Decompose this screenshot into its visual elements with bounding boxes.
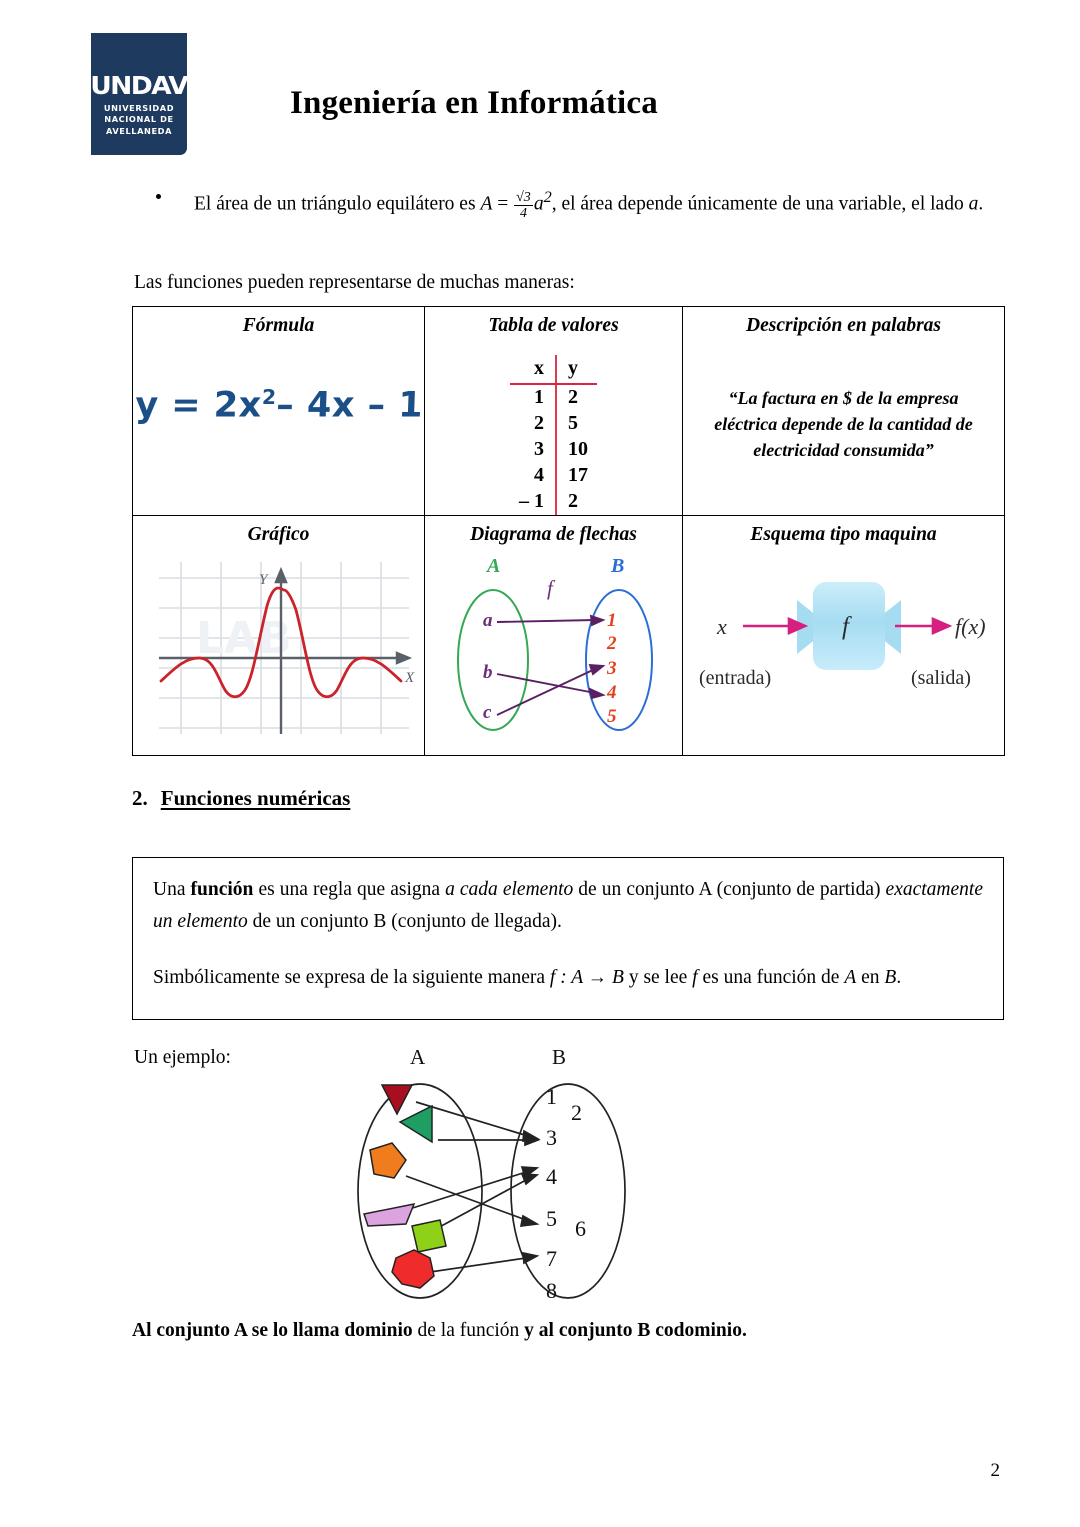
bullet-item-area-triangle bbox=[136, 183, 1016, 222]
section-number: 2. bbox=[132, 786, 148, 810]
values-cell-x: 3 bbox=[534, 438, 544, 460]
logo-subtitle-line-1: UNIVERSIDAD bbox=[103, 102, 175, 113]
example-label: Un ejemplo: bbox=[134, 1047, 231, 1068]
cell-description bbox=[683, 307, 1005, 516]
machine-input-label: (entrada) bbox=[699, 666, 772, 689]
shape-red-octagon bbox=[392, 1250, 434, 1288]
definition-paragraph-1 bbox=[153, 874, 983, 937]
def-p1-italic-exactamente: exactamente un elemento bbox=[153, 879, 983, 932]
set-a-ellipse bbox=[458, 590, 528, 730]
table-row-2 bbox=[133, 515, 1005, 755]
formula-expression bbox=[130, 341, 427, 511]
set-a-element-c: c bbox=[483, 701, 492, 723]
undav-logo bbox=[91, 33, 187, 155]
values-row bbox=[510, 411, 597, 437]
shape-green-triangle-left bbox=[400, 1106, 432, 1142]
cell-values-table bbox=[425, 307, 683, 516]
arrow-diagram-svg bbox=[435, 550, 685, 745]
intro-paragraph: Las funciones pueden representarse de muchas maneras: bbox=[134, 272, 575, 293]
arrow-a-to-1 bbox=[497, 620, 595, 622]
fraction-denominator: 4 bbox=[519, 204, 527, 221]
def-p2-e: . bbox=[896, 967, 902, 989]
arrow-violet-trapezoid-to-4 bbox=[400, 1172, 526, 1212]
section-title: Funciones numéricas bbox=[160, 786, 351, 810]
example-b-element-5: 5 bbox=[546, 1206, 557, 1231]
closing-statement bbox=[132, 1320, 747, 1342]
math-equals: = bbox=[492, 193, 514, 215]
def-p2-math-f: f bbox=[692, 967, 698, 989]
machine-output-symbol: f(x) bbox=[955, 613, 986, 639]
page-header bbox=[0, 0, 1080, 165]
set-b-element-4: 4 bbox=[607, 681, 617, 703]
logo-subtitle bbox=[104, 103, 174, 138]
values-cell-y: 2 bbox=[556, 489, 597, 515]
example-b-element-4: 4 bbox=[546, 1164, 557, 1189]
logo-subtitle-line-2: NACIONAL DE bbox=[104, 114, 174, 125]
example-b-element-8: 8 bbox=[546, 1278, 557, 1303]
example-b-element-6: 6 bbox=[575, 1216, 586, 1241]
shape-orange-pentagon bbox=[370, 1143, 406, 1178]
values-row bbox=[510, 463, 597, 489]
example-set-b-ellipse bbox=[511, 1084, 625, 1298]
def-p2-c: es una función de bbox=[697, 967, 845, 989]
shape-yellow-green-square bbox=[412, 1220, 446, 1252]
values-table bbox=[510, 355, 597, 515]
example-b-element-1: 1 bbox=[546, 1084, 557, 1109]
def-p1-c: de un conjunto A (conjunto de partida) bbox=[573, 879, 886, 900]
def-p1-italic-cada-elemento: a cada elemento bbox=[445, 879, 574, 900]
machine-box-label: f bbox=[842, 612, 849, 640]
values-header-row bbox=[510, 355, 597, 384]
values-cell-y: 10 bbox=[556, 437, 597, 463]
cell-header-machine: Esquema tipo maquina bbox=[750, 523, 937, 545]
graph-x-label: X bbox=[405, 669, 415, 686]
section-2-heading bbox=[132, 786, 350, 811]
machine-box bbox=[813, 582, 885, 670]
example-set-diagram bbox=[330, 1044, 690, 1306]
def-p2-b: y se lee bbox=[623, 967, 693, 989]
values-row bbox=[510, 384, 597, 411]
fraction-sqrt3-over-4 bbox=[514, 190, 533, 220]
example-set-b-label: B bbox=[552, 1045, 567, 1069]
set-b-label: B bbox=[611, 554, 625, 577]
logo-subtitle-line-3: AVELLANEDA bbox=[105, 125, 173, 136]
cell-graph bbox=[133, 515, 425, 755]
cell-arrow-diagram bbox=[425, 515, 683, 755]
graph-watermark: LAB bbox=[196, 612, 292, 664]
set-b-element-3: 3 bbox=[607, 657, 617, 679]
graph-svg bbox=[141, 548, 431, 748]
page-title: Ingeniería en Informática bbox=[290, 85, 658, 121]
values-col-x: x bbox=[510, 355, 556, 384]
cell-header-arrow-diagram: Diagrama de flechas bbox=[470, 523, 637, 545]
closing-bold-2: y al conjunto B codominio bbox=[524, 1320, 742, 1341]
def-p2-math-A: A bbox=[844, 967, 857, 989]
page-number: 2 bbox=[990, 1460, 1000, 1481]
set-a-element-b: b bbox=[483, 661, 493, 683]
set-b-element-2: 2 bbox=[607, 632, 617, 654]
def-p2-d: en bbox=[856, 967, 885, 989]
example-b-element-7: 7 bbox=[546, 1246, 557, 1271]
cell-header-formula: Fórmula bbox=[242, 315, 315, 336]
set-b-element-5: 5 bbox=[607, 705, 617, 727]
function-label-f: f bbox=[547, 575, 553, 600]
bullet-text bbox=[194, 183, 1016, 222]
cell-header-values: Tabla de valores bbox=[488, 315, 619, 336]
machine-svg bbox=[689, 564, 999, 734]
example-b-element-3: 3 bbox=[546, 1125, 557, 1150]
definition-box bbox=[132, 857, 1004, 1020]
example-diagram-svg bbox=[330, 1044, 690, 1306]
math-variable-a: a bbox=[968, 193, 979, 215]
bullet-dot-icon bbox=[156, 194, 161, 199]
example-set-a-label: A bbox=[410, 1045, 426, 1069]
values-cell-y: 17 bbox=[556, 463, 597, 489]
def-p2-math-f-a-to-b: f : A → B bbox=[549, 967, 624, 989]
set-a-label: A bbox=[487, 554, 501, 577]
def-p1-bold-funcion: función bbox=[190, 879, 254, 900]
formula-rhs: – 4x – 1 bbox=[275, 385, 424, 426]
bullet-text-part3: . bbox=[978, 193, 984, 215]
bullet-text-part2: , el área depende únicamente de una variable, el lado bbox=[551, 193, 969, 215]
set-b-ellipse bbox=[586, 590, 652, 730]
closing-period: . bbox=[741, 1320, 747, 1341]
shape-violet-trapezoid bbox=[364, 1204, 414, 1226]
machine-illustration bbox=[683, 550, 1004, 755]
graph-illustration bbox=[133, 550, 424, 755]
bullet-text-part1: El área de un triángulo equilátero es bbox=[194, 193, 481, 215]
values-cell-x: 1 bbox=[534, 386, 544, 408]
machine-output-label: (salida) bbox=[911, 666, 971, 689]
logo-wordmark: UNDAV bbox=[90, 70, 188, 100]
fraction-numerator: √3 bbox=[516, 188, 531, 205]
values-cell-x: 4 bbox=[534, 464, 544, 486]
def-p1-b: es una regla que asigna bbox=[253, 879, 446, 900]
formula-exponent: 2 bbox=[261, 385, 278, 409]
math-exponent: 2 bbox=[543, 188, 552, 206]
values-cell-x: – 1 bbox=[519, 490, 544, 512]
example-b-element-2: 2 bbox=[571, 1100, 582, 1125]
values-cell-y: 5 bbox=[556, 411, 597, 437]
values-row bbox=[510, 489, 597, 515]
arrow-diagram-illustration bbox=[425, 550, 682, 755]
values-cell-y: 2 bbox=[556, 384, 597, 411]
values-col-y: y bbox=[556, 355, 597, 384]
graph-y-label: Y bbox=[259, 571, 268, 588]
cell-machine-diagram bbox=[683, 515, 1005, 755]
set-b-element-1: 1 bbox=[607, 609, 617, 631]
cell-header-description: Descripción en palabras bbox=[746, 315, 941, 336]
definition-paragraph-2 bbox=[153, 962, 983, 994]
def-p1-a: Una bbox=[153, 879, 191, 900]
math-a: a bbox=[533, 193, 544, 215]
formula-lhs: y = 2x bbox=[134, 385, 263, 426]
closing-regular: de la función bbox=[412, 1320, 525, 1341]
closing-bold-1: Al conjunto A se lo llama dominio bbox=[132, 1320, 413, 1341]
cell-formula bbox=[133, 307, 425, 516]
set-a-element-a: a bbox=[483, 609, 493, 631]
def-p1-d: de un conjunto B (conjunto de llegada). bbox=[247, 910, 562, 932]
def-p2-math-B: B bbox=[884, 967, 897, 989]
values-cell-x: 2 bbox=[534, 412, 544, 434]
description-quote: “La factura en $ de la empresa eléctrica depende de la cantidad de electricidad consumida” bbox=[714, 388, 973, 461]
cell-header-graph: Gráfico bbox=[247, 523, 310, 545]
representations-table bbox=[132, 306, 1005, 756]
values-row bbox=[510, 437, 597, 463]
arrow-red-octagon-to-7 bbox=[430, 1258, 526, 1272]
def-p2-a: Simbólicamente se expresa de la siguiente manera bbox=[153, 967, 550, 989]
shape-dark-red-triangle-down bbox=[382, 1085, 412, 1114]
table-row-1 bbox=[133, 307, 1005, 516]
math-A: A bbox=[480, 193, 493, 215]
machine-input-symbol: x bbox=[717, 613, 727, 639]
